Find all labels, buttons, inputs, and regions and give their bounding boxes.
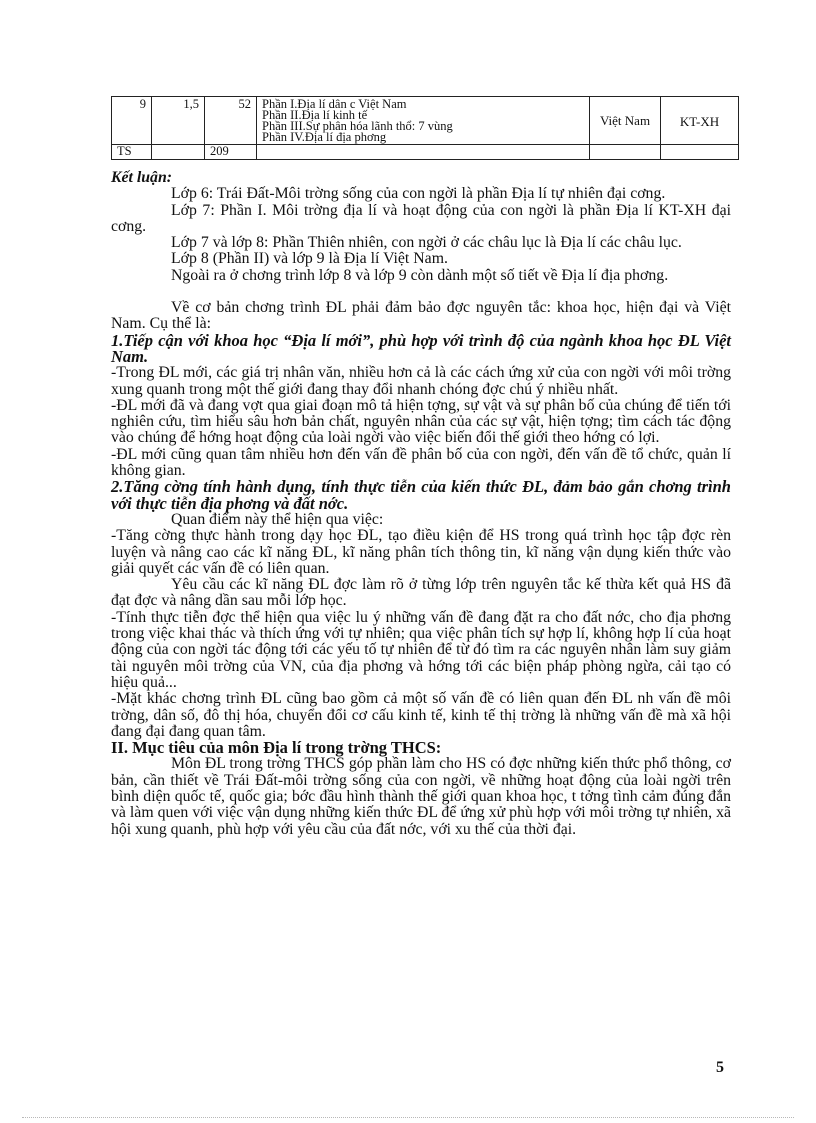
grade-cell: 9: [112, 97, 152, 145]
section2-paragraph: -Tăng cờng thực hành trong dạy học ĐL, tạo điều kiện để HS trong quá trình học tập đợc rèn luyện và nâng cao các kĩ năng ĐL, kĩ năng phân tích thông tin, kĩ năng vận dụng kiến thức vào giải quyết các vấn đề có liên quan.: [111, 527, 731, 577]
empty-cell: [590, 145, 661, 160]
conclusion-heading: Kết luận:: [111, 169, 173, 186]
part-line: Phần III.Sự phân hóa lãnh thổ: 7 vùng: [262, 119, 453, 133]
part-line: Phần IV.Địa lí địa phơng: [262, 130, 387, 144]
scope-cell: Việt Nam: [590, 97, 661, 145]
curriculum-table: [111, 96, 739, 160]
part-line: Phần I.Địa lí dân c Việt Nam: [262, 97, 407, 111]
conclusion-item: Lớp 7 và lớp 8: Phần Thiên nhiên, con ngời ở các châu lục là Địa lí các châu lục.: [171, 234, 682, 252]
empty-cell: [152, 145, 205, 160]
type-cell: KT-XH: [661, 97, 739, 145]
total-row: [112, 145, 739, 160]
conclusion-item: Lớp 6: Trái Đất-Môi trờng sống của con ngời là phần Địa lí tự nhiên đại cơng.: [171, 185, 666, 203]
total-value-cell: 209: [205, 145, 257, 160]
paragraph-gap: [111, 284, 731, 300]
section3-heading: II. Mục tiêu của môn Địa lí trong trờng THCS:: [111, 738, 442, 758]
empty-cell: [661, 145, 739, 160]
section2-paragraph: -Mặt khác chơng trình ĐL cũng bao gồm cả một số vấn đề có liên quan đến ĐL nh vấn đề môi trờng, dân số, đô thị hóa, chuyển đổi cơ cấu kinh tế, kinh tế thị trờng là những vấn đề mà xã hội đang đại đang quan tâm.: [111, 690, 731, 740]
periods-total-cell: 52: [205, 97, 257, 145]
conclusion-item: Lớp 7: Phần I. Môi trờng địa lí và hoạt động của con ngời là phần Địa lí KT-XH đại cơng.: [111, 201, 731, 235]
table-row: [112, 97, 739, 145]
section2-lead: Quan điểm này thể hiện qua việc:: [171, 510, 384, 528]
section1-heading: 1.Tiếp cận với khoa học “Địa lí mới”, phù hợp với trình độ của ngành khoa học ĐL Việt Nam.: [111, 330, 731, 366]
part-line: Phần II.Địa lí kinh tế: [262, 108, 368, 122]
total-label-cell: TS: [112, 145, 152, 160]
intro-paragraph: Về cơ bản chơng trình ĐL phải đảm bảo đợc nguyên tắc: khoa học, hiện đại và Việt Nam. Cụ thể là:: [111, 299, 731, 333]
section2-paragraph: Yêu cầu các kĩ năng ĐL đợc làm rõ ở từng lớp trên nguyên tắc kế thừa kết quả HS đã đạt đợc và nâng dần sau mỗi lớp học.: [111, 576, 731, 610]
section1-paragraph: -ĐL mới cũng quan tâm nhiều hơn đến vấn đề phân bố của con ngời, đến vấn đề tổ chức, quản lí không gian.: [111, 445, 731, 480]
conclusion-item: Ngoài ra ở chơng trình lớp 8 và lớp 9 còn dành một số tiết về Địa lí địa phơng.: [171, 266, 669, 284]
page-number: 5: [716, 1059, 724, 1076]
section2-paragraph: -Tính thực tiễn đợc thể hiện qua việc lu ý những vấn đề đang đặt ra cho đất nớc, cho địa phơng trong việc khai thác và thích ứng với tự nhiên; qua việc phân tích sự hợp lí, không hợp lí của hoạt động của con ngời tác động tới các yếu tố tự nhiên để từ đó tìm ra các nguyên nhân làm suy giảm tài nguyên môi trờng của VN, của địa phơng và hớng tới các biện pháp phòng ngừa, cải tạo có hiệu quả...: [111, 608, 731, 691]
section2-heading: 2.Tăng cờng tính hành dụng, tính thực tiễn của kiến thức ĐL, đảm bảo gắn chơng trình với thực tiễn địa phơng và đất nớc.: [111, 477, 731, 513]
section3-paragraph: Môn ĐL trong trờng THCS góp phần làm cho HS có đợc những kiến thức phổ thông, cơ bản, cần thiết về Trái Đất-môi trờng sống của con ngời, về những hoạt động của loài ngời trên bình diện quốc tế, quốc gia; bớc đầu hình thành thế giới quan khoa học, t tởng tình cảm đúng đắn và làm quen với việc vận dụng những kiến thức ĐL để ứng xử phù hợp với môi trờng tự nhiên, xã hội xung quanh, phù hợp với yêu cầu của đất nớc, với xu thế của thời đại.: [111, 755, 731, 838]
page-bottom-divider: [22, 1117, 794, 1118]
document-body: [111, 170, 731, 838]
conclusion-item: Lớp 8 (Phần II) và lớp 9 là Địa lí Việt Nam.: [171, 250, 448, 268]
parts-cell: [257, 97, 590, 145]
section1-paragraph: -Trong ĐL mới, các giá trị nhân văn, nhiều hơn cả là các cách ứng xử của con ngời với môi trờng xung quanh trong một thế giới đang thay đổi nhanh chóng đợc chú ý nhiều nhất.: [111, 364, 731, 398]
periods-per-week-cell: 1,5: [152, 97, 205, 145]
section1-paragraph: -ĐL mới đã và đang vợt qua giai đoạn mô tả hiện tợng, sự vật và sự phân bố của chúng để tiến tới nghiên cứu, tìm hiểu sâu hơn bản chất, nguyên nhân của các sự vật, hiện tợng; tìm cách tác động vào chúng để hớng hoạt động của loài ngời vào việc biến đổi thế giới theo hớng có lợi.: [111, 396, 731, 447]
empty-cell: [257, 145, 590, 160]
